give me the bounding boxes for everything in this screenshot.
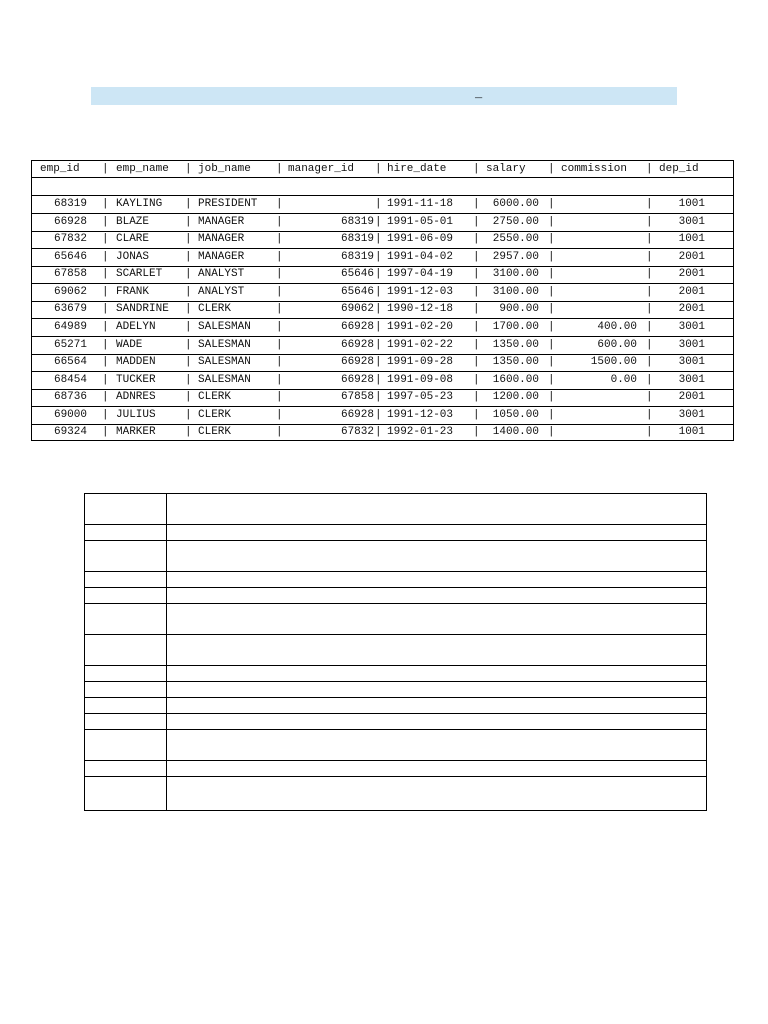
table-cell: MADDEN — [116, 356, 156, 369]
column-separator: | — [646, 215, 653, 228]
column-separator: | — [185, 303, 192, 316]
column-separator: | — [102, 426, 109, 439]
column-separator: | — [375, 250, 382, 263]
table-cell: 1997-04-19 — [387, 268, 454, 281]
table-cell: 3001 — [678, 356, 705, 369]
table-cell: SALESMAN — [198, 338, 251, 351]
column-separator: | — [375, 373, 382, 386]
table-cell: 2001 — [678, 268, 705, 281]
table-cell: 3001 — [678, 373, 705, 386]
table-cell: 1500.00 — [590, 356, 637, 369]
table-cell: MARKER — [116, 426, 156, 439]
table-cell: 1991-09-08 — [387, 373, 454, 386]
table-cell: 67858 — [340, 391, 374, 404]
table-row — [32, 337, 733, 355]
column-separator: | — [646, 391, 653, 404]
column-separator: | — [473, 373, 480, 386]
grid-row — [85, 730, 706, 761]
table-cell: TUCKER — [116, 373, 156, 386]
table-cell: 2001 — [678, 391, 705, 404]
column-separator: | — [102, 303, 109, 316]
column-separator: | — [646, 408, 653, 421]
column-separator: | — [276, 338, 283, 351]
column-separator: | — [375, 163, 382, 175]
column-separator: | — [473, 285, 480, 298]
grid-row — [85, 525, 706, 541]
table-cell: PRESIDENT — [198, 198, 258, 210]
column-separator: | — [276, 356, 283, 369]
column-separator: | — [473, 268, 480, 281]
table-cell: 65271 — [53, 338, 87, 351]
column-separator: | — [548, 215, 555, 228]
table-row — [32, 372, 733, 390]
grid-row — [85, 666, 706, 682]
table-header-row — [32, 161, 733, 178]
table-cell: 3001 — [678, 215, 705, 228]
table-cell: 1001 — [678, 426, 705, 439]
column-separator: | — [185, 391, 192, 404]
column-separator: | — [375, 426, 382, 439]
column-separator: | — [276, 320, 283, 333]
column-separator: | — [473, 250, 480, 263]
column-separator: | — [646, 320, 653, 333]
table-cell: 0.00 — [610, 373, 637, 386]
table-cell: 3001 — [678, 338, 705, 351]
column-separator: | — [185, 233, 192, 246]
table-cell: 1992-01-23 — [387, 426, 454, 439]
table-cell: 69000 — [53, 408, 87, 421]
table-cell: 1990-12-18 — [387, 303, 454, 316]
column-separator: | — [102, 163, 109, 175]
column-separator: | — [276, 285, 283, 298]
table-row — [32, 196, 733, 214]
table-cell: 1050.00 — [492, 408, 539, 421]
table-cell: 69062 — [53, 285, 87, 298]
grid-row — [85, 761, 706, 777]
table-cell: 67832 — [340, 426, 374, 439]
table-cell: 3100.00 — [492, 268, 539, 281]
column-separator: | — [473, 391, 480, 404]
column-separator: | — [548, 268, 555, 281]
column-header: hire_date — [387, 163, 447, 175]
table-cell: 68319 — [53, 198, 87, 210]
table-cell: 67832 — [53, 233, 87, 246]
column-separator: | — [185, 408, 192, 421]
grid-row — [85, 494, 706, 525]
column-separator: | — [276, 233, 283, 246]
column-separator: | — [276, 250, 283, 263]
column-separator: | — [548, 338, 555, 351]
table-cell: JULIUS — [116, 408, 156, 421]
table-cell: 66928 — [340, 338, 374, 351]
column-separator: | — [646, 198, 653, 210]
column-separator: | — [646, 373, 653, 386]
table-row — [32, 249, 733, 267]
grid-row — [85, 682, 706, 698]
column-separator: | — [646, 356, 653, 369]
table-row — [32, 424, 733, 442]
column-separator: | — [646, 303, 653, 316]
table-cell: 1991-12-03 — [387, 408, 454, 421]
column-separator: | — [473, 338, 480, 351]
table-row — [32, 301, 733, 319]
table-row — [32, 389, 733, 407]
column-separator: | — [473, 356, 480, 369]
column-separator: | — [548, 198, 555, 210]
table-cell: CLERK — [198, 426, 232, 439]
table-cell: SCARLET — [116, 268, 163, 281]
column-separator: | — [375, 285, 382, 298]
column-separator: | — [473, 408, 480, 421]
column-separator: | — [375, 356, 382, 369]
column-separator: | — [185, 338, 192, 351]
table-cell: 68736 — [53, 391, 87, 404]
table-cell: SALESMAN — [198, 356, 251, 369]
grid-row — [85, 541, 706, 572]
grid-row — [85, 698, 706, 714]
column-separator: | — [102, 408, 109, 421]
table-cell: 3001 — [678, 320, 705, 333]
column-separator: | — [646, 426, 653, 439]
column-separator: | — [473, 198, 480, 210]
column-separator: | — [548, 250, 555, 263]
grid-row — [85, 588, 706, 604]
table-cell: 1991-09-28 — [387, 356, 454, 369]
column-separator: | — [276, 198, 283, 210]
table-cell: 3001 — [678, 408, 705, 421]
table-cell: SALESMAN — [198, 320, 251, 333]
column-header: emp_id — [40, 163, 80, 175]
table-cell: 1991-02-22 — [387, 338, 454, 351]
table-row — [32, 319, 733, 337]
highlighted-heading-text: _ — [475, 87, 483, 101]
column-header: commission — [561, 163, 628, 175]
column-separator: | — [375, 408, 382, 421]
table-cell: 1991-05-01 — [387, 215, 454, 228]
column-separator: | — [375, 338, 382, 351]
column-header: salary — [486, 163, 526, 175]
column-separator: | — [185, 356, 192, 369]
column-separator: | — [548, 408, 555, 421]
table-cell: ADELYN — [116, 320, 156, 333]
column-separator: | — [646, 233, 653, 246]
table-row — [32, 266, 733, 284]
table-cell: 1600.00 — [492, 373, 539, 386]
table-cell: 6000.00 — [492, 198, 539, 210]
column-separator: | — [185, 250, 192, 263]
column-separator: | — [102, 320, 109, 333]
column-separator: | — [102, 198, 109, 210]
column-separator: | — [102, 373, 109, 386]
grid-row — [85, 777, 706, 808]
table-cell: 65646 — [53, 250, 87, 263]
highlighted-heading-bar — [91, 87, 677, 105]
table-cell: 1991-11-18 — [387, 198, 454, 210]
column-separator: | — [276, 391, 283, 404]
table-cell: ANALYST — [198, 268, 245, 281]
column-separator: | — [375, 268, 382, 281]
table-cell: 68319 — [340, 215, 374, 228]
column-header: manager_id — [288, 163, 355, 175]
table-cell: SANDRINE — [116, 303, 169, 316]
table-spacer-row — [32, 178, 733, 196]
column-separator: | — [548, 356, 555, 369]
table-cell: 1001 — [678, 198, 705, 210]
column-separator: | — [185, 215, 192, 228]
table-cell: 2550.00 — [492, 233, 539, 246]
column-separator: | — [102, 356, 109, 369]
table-cell: 1991-02-20 — [387, 320, 454, 333]
column-header: job_name — [198, 163, 251, 175]
table-cell: SALESMAN — [198, 373, 251, 386]
table-cell: 63679 — [53, 303, 87, 316]
column-separator: | — [473, 303, 480, 316]
table-cell: CLERK — [198, 408, 232, 421]
column-separator: | — [473, 163, 480, 175]
column-separator: | — [185, 320, 192, 333]
table-cell: MANAGER — [198, 250, 245, 263]
table-cell: 67858 — [53, 268, 87, 281]
table-cell: 1001 — [678, 233, 705, 246]
table-row — [32, 354, 733, 372]
column-separator: | — [185, 268, 192, 281]
grid-row — [85, 572, 706, 588]
column-separator: | — [375, 233, 382, 246]
employee-table — [31, 160, 734, 441]
grid-row — [85, 635, 706, 666]
table-cell: WADE — [116, 338, 143, 351]
column-separator: | — [548, 163, 555, 175]
table-cell: 1350.00 — [492, 338, 539, 351]
column-separator: | — [473, 233, 480, 246]
table-cell: 66928 — [340, 373, 374, 386]
table-cell: 64989 — [53, 320, 87, 333]
table-cell: 1700.00 — [492, 320, 539, 333]
table-row — [32, 231, 733, 249]
column-separator: | — [548, 233, 555, 246]
table-cell: 66564 — [53, 356, 87, 369]
table-row — [32, 284, 733, 302]
column-separator: | — [548, 373, 555, 386]
column-separator: | — [375, 303, 382, 316]
column-separator: | — [646, 285, 653, 298]
column-separator: | — [276, 373, 283, 386]
table-cell: 68319 — [340, 233, 374, 246]
column-separator: | — [276, 215, 283, 228]
table-cell: 900.00 — [499, 303, 539, 316]
table-cell: 3100.00 — [492, 285, 539, 298]
table-cell: FRANK — [116, 285, 150, 298]
table-cell: KAYLING — [116, 198, 163, 210]
column-separator: | — [473, 320, 480, 333]
table-cell: 66928 — [340, 356, 374, 369]
column-separator: | — [102, 268, 109, 281]
table-cell: 1200.00 — [492, 391, 539, 404]
table-cell: 69324 — [53, 426, 87, 439]
column-separator: | — [185, 426, 192, 439]
table-cell: 68319 — [340, 250, 374, 263]
column-separator: | — [102, 215, 109, 228]
blank-answer-grid — [84, 493, 707, 811]
column-separator: | — [102, 338, 109, 351]
column-separator: | — [375, 198, 382, 210]
column-separator: | — [473, 215, 480, 228]
column-separator: | — [102, 250, 109, 263]
table-row — [32, 214, 733, 232]
table-cell: 65646 — [340, 285, 374, 298]
column-separator: | — [102, 391, 109, 404]
column-separator: | — [185, 373, 192, 386]
table-cell: BLAZE — [116, 215, 150, 228]
table-cell: 1991-12-03 — [387, 285, 454, 298]
table-cell: 2001 — [678, 285, 705, 298]
table-cell: 2001 — [678, 303, 705, 316]
table-cell: 66928 — [53, 215, 87, 228]
column-separator: | — [646, 268, 653, 281]
column-separator: | — [276, 268, 283, 281]
column-separator: | — [185, 163, 192, 175]
table-cell: 400.00 — [597, 320, 637, 333]
table-cell: ADNRES — [116, 391, 156, 404]
column-separator: | — [548, 285, 555, 298]
table-cell: 1991-04-02 — [387, 250, 454, 263]
table-cell: 1400.00 — [492, 426, 539, 439]
column-separator: | — [548, 426, 555, 439]
column-separator: | — [646, 338, 653, 351]
column-separator: | — [185, 198, 192, 210]
table-cell: 2750.00 — [492, 215, 539, 228]
table-cell: 600.00 — [597, 338, 637, 351]
table-cell: 1991-06-09 — [387, 233, 454, 246]
table-row — [32, 407, 733, 425]
table-cell: ANALYST — [198, 285, 245, 298]
table-cell: CLERK — [198, 391, 232, 404]
table-cell: 65646 — [340, 268, 374, 281]
table-cell: 2957.00 — [492, 250, 539, 263]
table-cell: MANAGER — [198, 233, 245, 246]
column-separator: | — [102, 285, 109, 298]
table-cell: 66928 — [340, 408, 374, 421]
column-separator: | — [548, 391, 555, 404]
grid-row — [85, 714, 706, 730]
column-header: dep_id — [659, 163, 699, 175]
table-cell: 66928 — [340, 320, 374, 333]
column-separator: | — [473, 426, 480, 439]
table-cell: 1350.00 — [492, 356, 539, 369]
table-cell: MANAGER — [198, 215, 245, 228]
column-separator: | — [276, 163, 283, 175]
column-separator: | — [375, 215, 382, 228]
table-cell: 1997-05-23 — [387, 391, 454, 404]
grid-row — [85, 604, 706, 635]
column-separator: | — [646, 250, 653, 263]
column-separator: | — [375, 320, 382, 333]
column-header: emp_name — [116, 163, 169, 175]
column-separator: | — [548, 303, 555, 316]
column-separator: | — [375, 391, 382, 404]
column-separator: | — [276, 426, 283, 439]
column-separator: | — [548, 320, 555, 333]
table-cell: JONAS — [116, 250, 150, 263]
column-separator: | — [102, 233, 109, 246]
column-separator: | — [276, 303, 283, 316]
table-cell: 69062 — [340, 303, 374, 316]
table-cell: CLERK — [198, 303, 232, 316]
table-cell: CLARE — [116, 233, 150, 246]
table-cell: 2001 — [678, 250, 705, 263]
column-separator: | — [646, 163, 653, 175]
column-separator: | — [185, 285, 192, 298]
table-cell: 68454 — [53, 373, 87, 386]
column-separator: | — [276, 408, 283, 421]
